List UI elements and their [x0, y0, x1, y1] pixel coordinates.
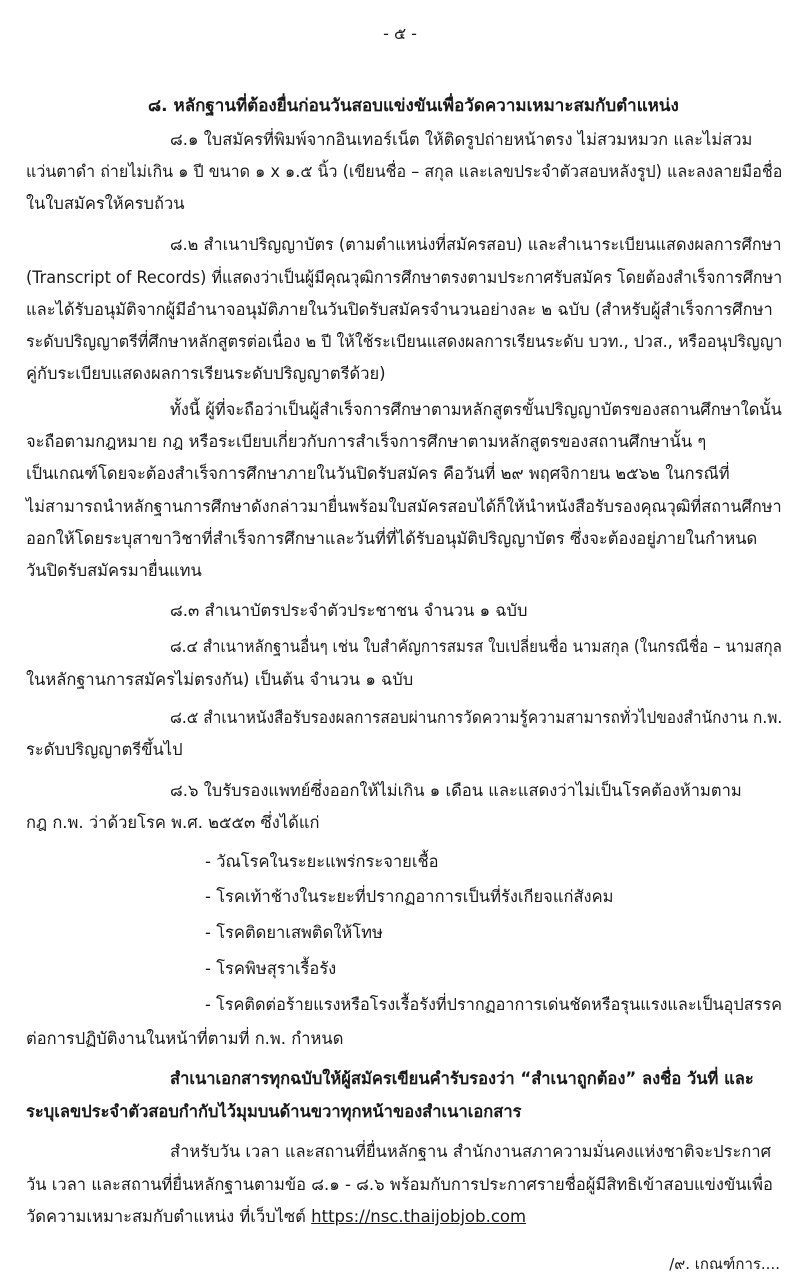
text-line-content: ๘.๒ สำเนาปริญญาบัตร (ตามตำแหน่งที่สมัครสอบ) และสำเนาระเบียนแสดงผลการศึกษา: [170, 235, 782, 254]
text-line: [26, 1101, 521, 1123]
text-line: [26, 496, 782, 518]
text-line: [205, 851, 439, 873]
text-line-content: ระดับปริญญาตรีขึ้นไป: [26, 740, 183, 759]
text-line-content: ระบุเลขประจำตัวสอบกำกับไว้มุมบนด้านขวาทุกหน้าของสำเนาเอกสาร: [26, 1102, 522, 1121]
text-line-content: จะถือตามกฎหมาย กฎ หรือระเบียบเกี่ยวกับการสำเร็จการศึกษาตามหลักสูตรของสถานศึกษานั้น ๆ: [26, 432, 707, 451]
text-line: [26, 812, 319, 834]
text-line-content: ทั้งนี้ ผู้ที่จะถือว่าเป็นผู้สำเร็จการศึกษาตามหลักสูตรขั้นปริญญาบัตรของสถานศึกษาใดนั้น: [170, 400, 782, 419]
text-line: [170, 1141, 771, 1163]
text-line: [26, 363, 386, 385]
text-line-content: วันปิดรับสมัครมายื่นแทน: [26, 561, 202, 580]
text-line-content: วัดความเหมาะสมกับตำแหน่ง ที่เว็บไซต์: [26, 1207, 306, 1226]
text-line: [170, 129, 752, 151]
text-line: [170, 780, 742, 802]
text-line-content: - โรคพิษสุราเรื้อรัง: [205, 959, 337, 978]
text-line-content: วัน เวลา และสถานที่ยื่นหลักฐานตามข้อ ๘.๑ - ๘.๖ พร้อมกับการประกาศรายชื่อผู้มีสิทธิเข้าสอบแข่งขันเพื่อ: [26, 1175, 773, 1194]
text-line: [26, 560, 202, 582]
text-line: [26, 267, 782, 289]
text-line-content: ไม่สามารถนำหลักฐานการศึกษาดังกล่าวมายื่นพร้อมใบสมัครสอบได้ก็ให้นำหนังสือรับรองคุณวุฒิที่สถานศึกษา: [26, 497, 782, 516]
text-line-content: กฎ ก.พ. ว่าด้วยโรค พ.ศ. ๒๕๕๓ ซึ่งได้แก่: [26, 813, 320, 832]
text-line-content: - โรคติดยาเสพติดให้โทษ: [205, 923, 383, 942]
text-line-content: ๘.๖ ใบรับรองแพทย์ซึ่งออกให้ไม่เกิน ๑ เดือน และแสดงว่าไม่เป็นโรคต้องห้ามตาม: [170, 781, 742, 800]
text-line-content: ระดับปริญญาตรีที่ศึกษาหลักสูตรต่อเนื่อง ๒ ปี ให้ใช้ระเบียนแสดงผลการเรียนระดับ บวท., ปวส., หรืออนุปริญญา: [26, 332, 783, 351]
text-line-content: ออกให้โดยระบุสาขาวิชาที่สำเร็จการศึกษาและวันที่ที่ได้รับอนุมัติปริญญาบัตร ซึ่งจะต้องอยู่ภายในกำหนด: [26, 529, 758, 548]
text-line-content: สำเนาเอกสารทุกฉบับให้ผู้สมัครเขียนคำรับรองว่า “สำเนาถูกต้อง” ลงชื่อ วันที่ และ: [170, 1069, 754, 1088]
text-line-content: ๘.๔ สำเนาหลักฐานอื่นๆ เช่น ใบสำคัญการสมรส ใบเปลี่ยนชื่อ นามสกุล (ในกรณีชื่อ – นามสกุล: [170, 637, 782, 656]
text-line: [170, 399, 782, 421]
text-line-content: (Transcript of Records) ที่แสดงว่าเป็นผู้มีคุณวุฒิการศึกษาตรงตามประกาศรับสมัคร โดยต้องสำเร็จการศึกษา: [26, 268, 783, 287]
text-line-content: ๘.๓ สำเนาบัตรประจำตัวประชาชน จำนวน ๑ ฉบับ: [170, 601, 528, 620]
text-line: [26, 331, 782, 353]
website-link[interactable]: https://nsc.thaijobjob.com: [311, 1207, 527, 1226]
text-line-content: - วัณโรคในระยะแพร่กระจายเชื้อ: [205, 852, 439, 871]
text-line: [205, 958, 336, 980]
text-line-content: คู่กับระเบียบแสดงผลการเรียนระดับปริญญาตรีด้วย): [26, 364, 386, 383]
text-line-content: ต่อการปฏิบัติงานในหน้าที่ตามที่ ก.พ. กำหนด: [26, 1029, 344, 1048]
text-line: [170, 707, 782, 729]
text-line-content: และได้รับอนุมัติจากผู้มีอำนาจอนุมัติภายในวันปิดรับสมัครจำนวนอย่างละ ๒ ฉบับ (สำหรับผู้สำเร็จการศึกษา: [26, 300, 773, 319]
text-line-content: ๘.๑ ใบสมัครที่พิมพ์จากอินเทอร์เน็ต ให้ติดรูปถ่ายหน้าตรง ไม่สวมหมวก และไม่สวม: [170, 130, 753, 149]
text-line-content: ๘.๕ สำเนาหนังสือรับรองผลการสอบผ่านการวัดความรู้ความสามารถทั่วไปของสำนักงาน ก.พ.: [170, 708, 783, 727]
text-line-content: เป็นเกณฑ์โดยจะต้องสำเร็จการศึกษาภายในวันปิดรับสมัคร คือวันที่ ๒๙ พฤศจิกายน ๒๕๖๒ ในกรณีที่: [26, 464, 730, 483]
text-line: [170, 600, 527, 622]
text-line: [26, 1028, 343, 1050]
text-line: [170, 234, 782, 256]
text-line: [26, 528, 757, 550]
text-line-content: สำหรับวัน เวลา และสถานที่ยื่นหลักฐาน สำนักงานสภาความมั่นคงแห่งชาติจะประกาศ: [170, 1142, 772, 1161]
text-line: [26, 669, 413, 691]
text-line: [205, 886, 614, 908]
text-line: [170, 1068, 754, 1090]
text-line-content: ในใบสมัครให้ครบถ้วน: [26, 194, 185, 213]
text-line: [26, 431, 706, 453]
text-line: [26, 193, 185, 215]
text-line-content: - โรคติดต่อร้ายแรงหรือโรงเรื้อรังที่ปรากฏอาการเด่นชัดหรือรุนแรงและเป็นอุปสรรค: [205, 995, 783, 1014]
page-footer: /๙. เกณฑ์การ....: [669, 1255, 780, 1273]
text-line: [26, 463, 730, 485]
text-line: [26, 739, 183, 761]
text-line: [26, 1174, 773, 1196]
text-line: [26, 299, 773, 321]
text-line-content: ในหลักฐานการสมัครไม่ตรงกัน) เป็นต้น จำนวน ๑ ฉบับ: [26, 670, 414, 689]
section-heading: ๘. หลักฐานที่ต้องยื่นก่อนวันสอบแข่งขันเพื่อวัดความเหมาะสมกับตำแหน่ง: [148, 96, 679, 116]
text-line: [205, 922, 383, 944]
text-line: [26, 1206, 526, 1228]
text-line-content: แว่นตาดำ ถ่ายไม่เกิน ๑ ปี ขนาด ๑ x ๑.๕ นิ้ว (เขียนชื่อ – สกุล และเลขประจำตัวสอบหลังรูป) และลงลายมือชื่อ: [26, 162, 783, 181]
text-line-content: - โรคเท้าช้างในระยะที่ปรากฏอาการเป็นที่รังเกียจแก่สังคม: [205, 887, 614, 906]
text-line: [170, 636, 782, 658]
page-number: - ๕ -: [383, 24, 417, 43]
text-line: [26, 161, 782, 183]
text-line: [205, 994, 782, 1016]
